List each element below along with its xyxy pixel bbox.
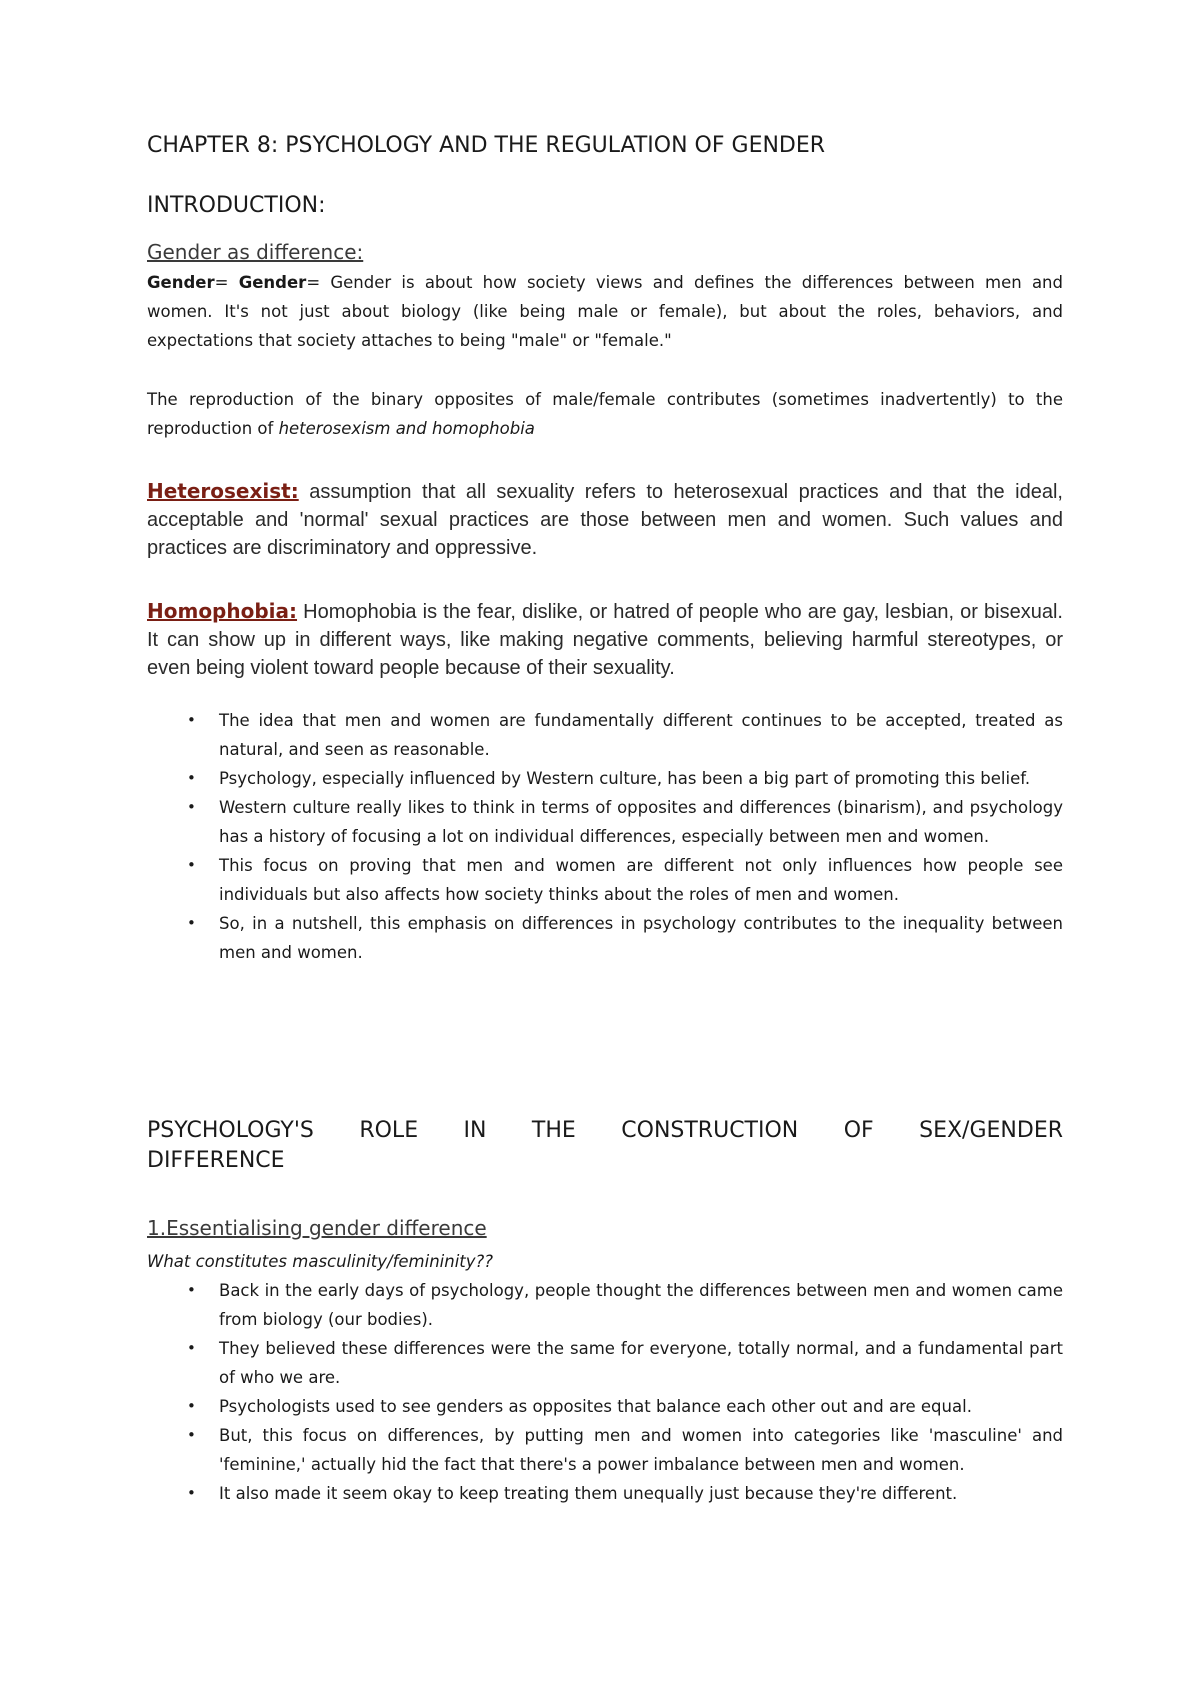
list-item <box>147 1479 1063 1508</box>
chapter-title: CHAPTER 8: PSYCHOLOGY AND THE REGULATION OF GENDER <box>147 133 826 158</box>
list-item <box>147 1276 1063 1334</box>
heterosexist-term: Heterosexist: <box>147 479 299 503</box>
bullet-icon: • <box>187 1339 196 1357</box>
homophobia-term: Homophobia: <box>147 599 298 623</box>
bullet-icon: • <box>187 1397 196 1415</box>
gender-difference-heading: Gender as difference: <box>147 240 364 264</box>
intro-heading: INTRODUCTION: <box>147 193 326 218</box>
list-item-text: The idea that men and women are fundamentally different continues to be accepted, treated as natural, and seen as reasonable. <box>219 711 1063 759</box>
bullet-icon: • <box>187 914 196 932</box>
list-item-text: But, this focus on differences, by putting men and women into categories like 'masculine' and 'feminine,' actually hid the fact that there's a power imbalance between men and women. <box>219 1426 1063 1474</box>
list-item-text: Back in the early days of psychology, people thought the differences between men and women came from biology (our bodies). <box>219 1281 1063 1329</box>
section2-bullet-list <box>147 1276 1063 1508</box>
bullet-icon: • <box>187 798 196 816</box>
gender-definition-text: = Gender is about how society views and defines the differences between men and women. It's not just about biology (like being male or female), but about the roles, behaviors, and expectations that society attaches to being "male" or "female." <box>147 273 1063 350</box>
list-item <box>147 1421 1063 1479</box>
binary-opposites-paragraph <box>147 385 1063 443</box>
heterosexist-text: assumption that all sexuality refers to heterosexual practices and that the ideal, acceptable and 'normal' sexual practices are those between men and women. Such values and practices are discriminatory and oppressive. <box>147 481 1063 559</box>
homophobia-text: Homophobia is the fear, dislike, or hatred of people who are gay, lesbian, or bisexual. It can show up in different ways, like making negative comments, believing harmful stereotypes, or even being violent toward people because of their sexuality. <box>147 601 1063 679</box>
essentialising-heading: 1.Essentialising gender difference <box>147 1216 487 1240</box>
bullet-icon: • <box>187 856 196 874</box>
list-item <box>147 909 1063 967</box>
gender-term: Gender <box>147 273 215 292</box>
list-item-text: Western culture really likes to think in terms of opposites and differences (binarism), and psychology has a history of focusing a lot on individual differences, especially between men and women. <box>219 798 1063 846</box>
gender-term-2: Gender <box>238 273 307 292</box>
bullet-icon: • <box>187 1426 196 1444</box>
list-item <box>147 793 1063 851</box>
bullet-icon: • <box>187 1281 196 1299</box>
section2-heading-line2: DIFFERENCE <box>147 1148 285 1173</box>
list-item-text: It also made it seem okay to keep treating them unequally just because they're different. <box>219 1484 958 1503</box>
list-item <box>147 851 1063 909</box>
gender-definition <box>147 268 1063 355</box>
list-item-text: So, in a nutshell, this emphasis on differences in psychology contributes to the inequality between men and women. <box>219 914 1063 962</box>
intro-bullet-list <box>147 706 1063 967</box>
gender-equals: = <box>214 273 239 292</box>
heterosexist-paragraph <box>147 477 1063 562</box>
heterosexism-italic: heterosexism and homophobia <box>278 419 535 438</box>
list-item <box>147 1392 1063 1421</box>
homophobia-paragraph <box>147 597 1063 682</box>
section2-heading-line1: PSYCHOLOGY'S ROLE IN THE CONSTRUCTION OF SEX/GENDER <box>147 1118 1063 1143</box>
list-item <box>147 764 1063 793</box>
list-item-text: This focus on proving that men and women are different not only influences how people see individuals but also affects how society thinks about the roles of men and women. <box>219 856 1063 904</box>
list-item <box>147 706 1063 764</box>
bullet-icon: • <box>187 711 196 729</box>
binary-opposites-text: The reproduction of the binary opposites of male/female contributes (sometimes inadvertently) to the reproduction of <box>147 390 1063 438</box>
masculinity-question <box>147 1247 1063 1276</box>
list-item <box>147 1334 1063 1392</box>
masculinity-question-text: What constitutes masculinity/femininity?? <box>147 1252 494 1271</box>
list-item-text: They believed these differences were the same for everyone, totally normal, and a fundamental part of who we are. <box>219 1339 1063 1387</box>
bullet-icon: • <box>187 1484 196 1502</box>
bullet-icon: • <box>187 769 196 787</box>
list-item-text: Psychologists used to see genders as opposites that balance each other out and are equal. <box>219 1397 972 1416</box>
list-item-text: Psychology, especially influenced by Western culture, has been a big part of promoting this belief. <box>219 769 1031 788</box>
